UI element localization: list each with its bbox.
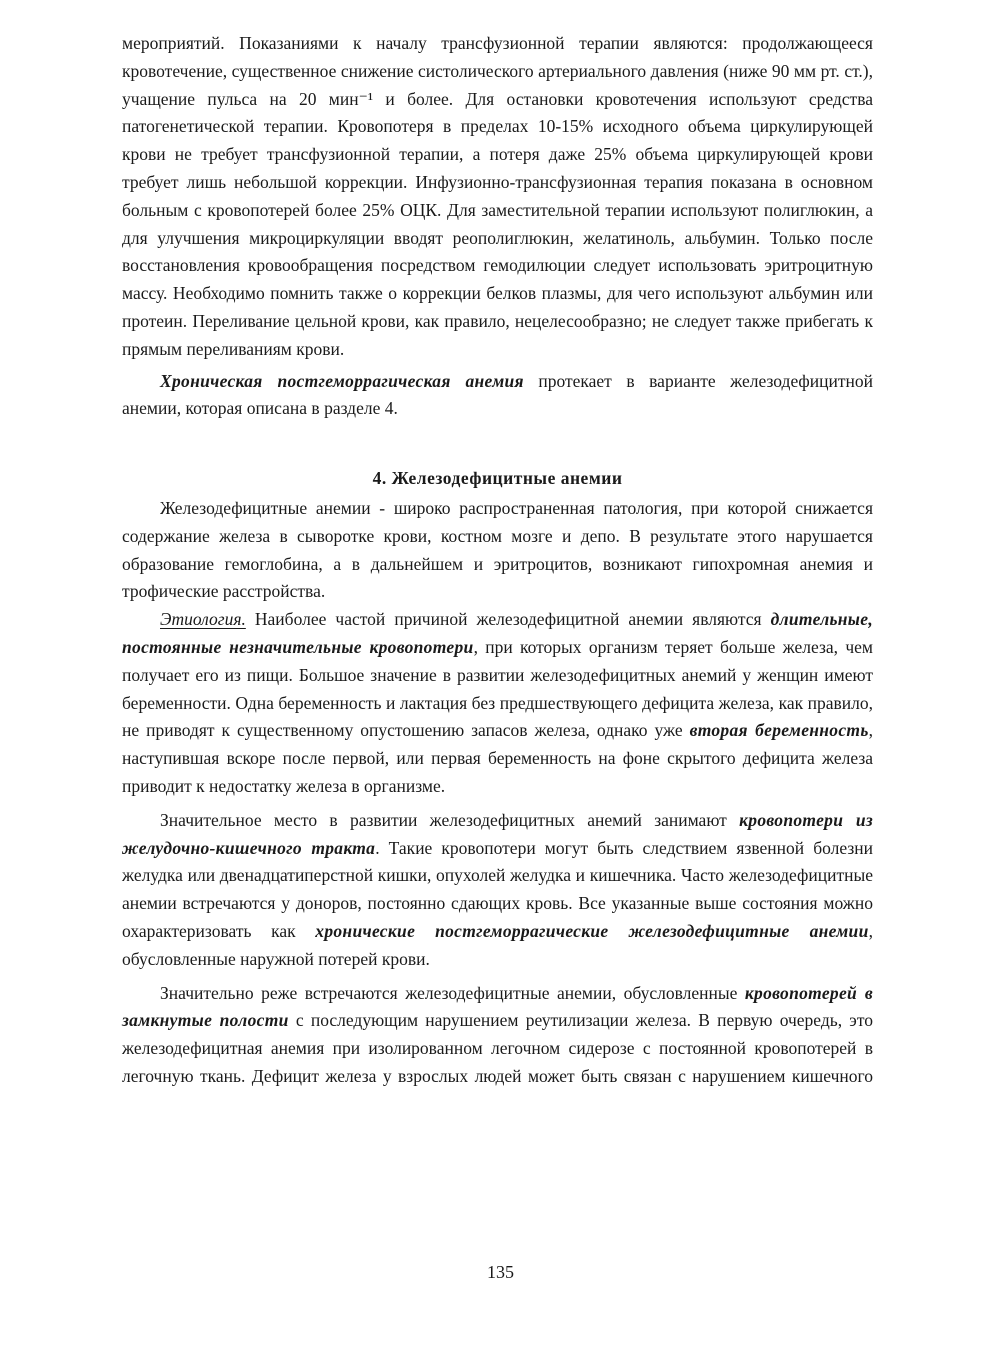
paragraph-text: , обусловленные наружной потерей крови.	[122, 920, 873, 969]
term-gi-blood-loss: кровопотери из желудочно-кишечного тракта	[122, 809, 873, 858]
paragraph-text: Наиболее частой причиной железодефицитной анемии являются	[245, 609, 771, 630]
term-chronic-posthemorrhagic-anemia: Хроническая постгеморрагическая анемия	[160, 370, 524, 391]
label-etiology: Этиология.	[160, 609, 246, 630]
paragraph-text: мероприятий. Показаниями к началу трансфузионной терапии являются: продолжающееся кровотечение, существенное снижение систолического артериального давления (ниже 90 мм рт. ст.), учащение пульса на 20 мин⁻¹ и более. Для остановки кровотечения используют средства патогенетической терапии. Кровопотеря в пределах 10-15% исходного объема циркулирующей крови не требует трансфузионной терапии, а потеря даже 25% объема циркулирующей крови требует лишь небольшой коррекции. Инфузионно-трансфузионная терапия показана в основном больным с кровопотерей более 25% ОЦК. Для заместительной терапии используют полиглюкин, а для улучшения микроциркуляции вводят реополиглюкин, желатиноль, альбумин. Только после восстановления кровообращения посредством гемодилюции следует использовать эритроцитную массу. Необходимо помнить также о коррекции белков плазмы, для чего используют альбумин или протеин. Переливание цельной крови, как правило, нецелесообразно; не следует также прибегать к прямым переливаниям крови.	[122, 33, 873, 359]
paragraph-iron-deficiency-definition	[122, 495, 873, 606]
term-chronic-iron-deficiency-anemias: хронические постгеморрагические железодефицитные анемии	[315, 920, 869, 941]
term-closed-cavity-blood-loss: кровопотерей в замкнутые полости	[122, 982, 874, 1031]
paragraph-text: . Такие кровопотери могут быть следствием язвенной болезни желудка или двенадцатиперстной кишки, опухолей желудка и кишечника. Часто железодефицитные анемии встречаются у доноров, постоянно сдающих кровь. Все указанные выше состояния можно охарактеризовать как	[122, 837, 873, 941]
paragraph-gi-blood-loss	[122, 807, 873, 974]
page-number: 135	[487, 1262, 514, 1282]
paragraph-text: Железодефицитные анемии - широко распространенная патология, при которой снижается содержание железа в сыворотке крови, костном мозге и депо. В результате этого нарушается образование гемоглобина, а в дальнейшем и эритроцитов, возникают гипохромная анемия и трофические расстройства.	[122, 497, 873, 602]
paragraph-text: с последующим нарушением реутилизации железа. В первую очередь, это железодефицитная анемия при изолированном легочном сидерозе с постоянной кровопотерей в легочную ткань. Дефицит железа у взрослых людей может быть связан с нарушением кишечного	[122, 1010, 873, 1086]
term-second-pregnancy: вторая беременность	[689, 720, 869, 741]
paragraph-chronic-anemia	[122, 368, 873, 424]
paragraph-closed-cavity-blood-loss	[122, 980, 873, 1091]
paragraph-text: , при которых организм теряет больше железа, чем получает его из пищи. Большое значение в развитии железодефицитных анемий у женщин имеют беременности. Одна беременность и лактация без предшествующего дефицита железа, как правило, не приводят к существенному опустошению запасов железа, однако уже	[122, 636, 873, 741]
paragraph-etiology	[122, 606, 873, 801]
paragraph-text: Значительно реже встречаются железодефицитные анемии, обусловленные	[160, 982, 745, 1003]
paragraph-text: Значительное место в развитии железодефицитных анемий занимают	[160, 809, 740, 830]
term-chronic-blood-loss: длительные, постоянные незначительные кровопотери	[122, 609, 873, 657]
section-heading: 4. Железодефицитные анемии	[372, 468, 623, 489]
paragraph-text: , наступившая вскоре после первой, или первая беременность на фоне скрытого дефицита железа приводит к недостатку железа в организме.	[122, 720, 873, 796]
paragraph-text: протекает в варианте железодефицитной анемии, которая описана в разделе 4.	[122, 370, 873, 419]
paragraph-transfusion-therapy	[122, 30, 873, 364]
